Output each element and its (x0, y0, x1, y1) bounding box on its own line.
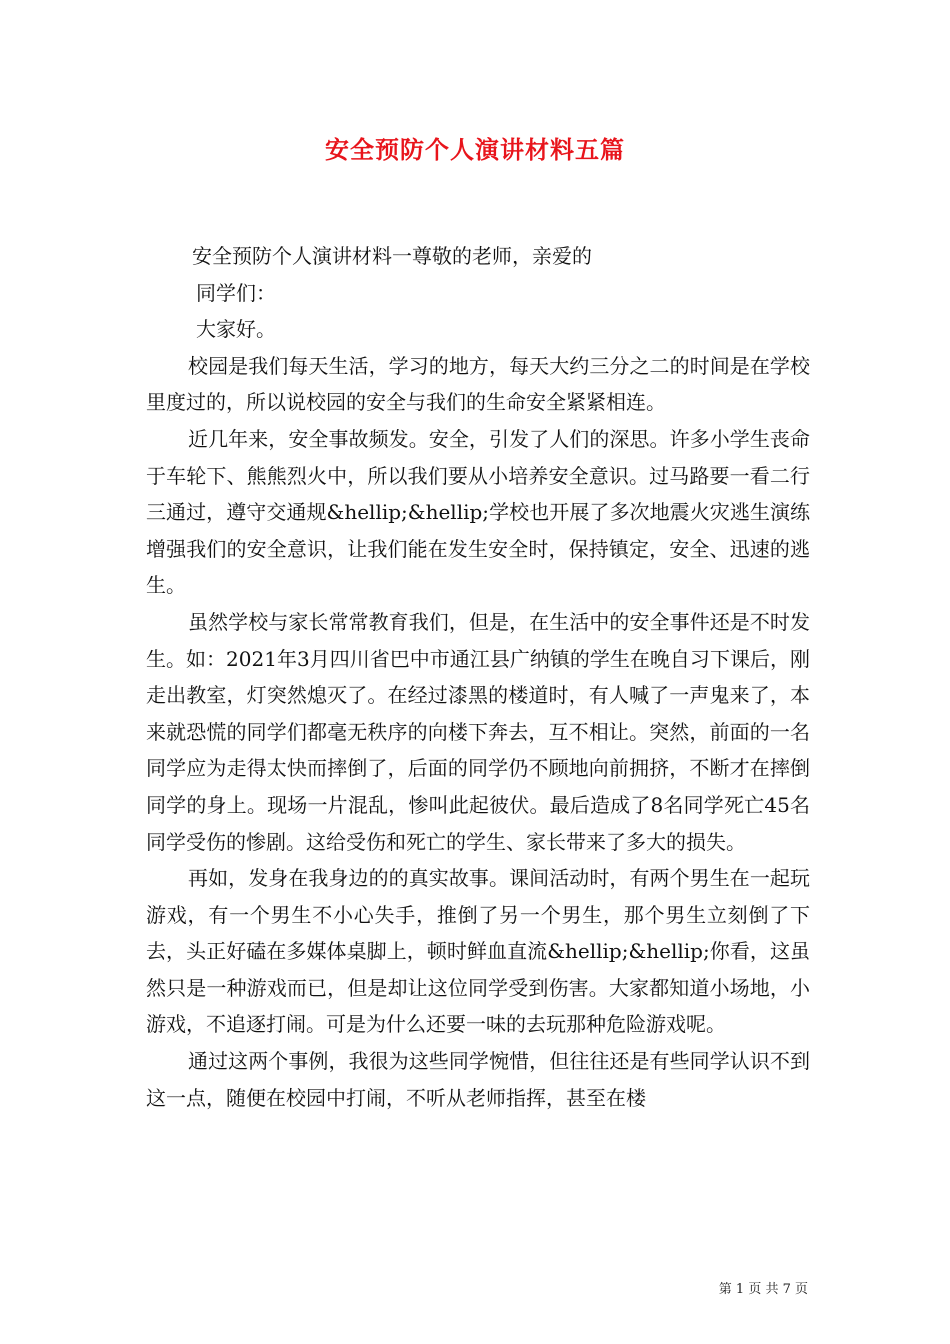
paragraph-8: 通过这两个事例，我很为这些同学惋惜，但往往还是有些同学认识不到这一点，随便在校园中打闹，不听从老师指挥，甚至在楼 (146, 1049, 810, 1110)
document-title: 安全预防个人演讲材料五篇 (325, 135, 625, 164)
paragraph-6: 虽然学校与家长常常教育我们，但是，在生活中的安全事件还是不时发生。如：2021年3月四川省巴中市通江县广纳镇的学生在晚自习下课后，刚走出教室，灯突然熄灭了。在经过漆黑的楼道时，有人喊了一声鬼来了，本来就恐慌的同学们都毫无秩序的向楼下奔去，互不相让。突然，前面的一名同学应为走得太快而摔倒了，后面的同学仍不顾地向前拥挤，不断才在摔倒同学的身上。现场一片混乱，惨叫此起彼伏。最后造成了8名同学死亡45名同学受伤的惨剧。这给受伤和死亡的学生、家长带来了多大的损失。 (146, 609, 810, 854)
paragraph-1: 安全预防个人演讲材料一尊敬的老师，亲爱的 (192, 244, 592, 268)
paragraph-4: 校园是我们每天生活，学习的地方，每天大约三分之二的时间是在学校里度过的，所以说校园的安全与我们的生命安全紧紧相连。 (146, 353, 810, 415)
paragraph-3: 大家好。 (196, 317, 276, 342)
page-number: 第 1 页 共 7 页 (718, 1282, 808, 1297)
paragraph-2: 同学们： (196, 280, 276, 305)
paragraph-7: 再如，发身在我身边的的真实故事。课间活动时，有两个男生在一起玩游戏，有一个男生不小心失手，推倒了另一个男生，那个男生立刻倒了下去，头正好磕在多媒体桌脚上，顿时鲜血直流&hellip;&hellip;你看，这虽然只是一种游戏而已，但是却让这位同学受到伤害。大家都知道小场地，小游戏，不追逐打闹。可是为什么还要一味的去玩那种危险游戏呢。 (146, 866, 810, 1037)
paragraph-5: 近几年来，安全事故频发。安全，引发了人们的深思。许多小学生丧命于车轮下、熊熊烈火中，所以我们要从小培养安全意识。过马路要一看二行三通过，遵守交通规&hellip;&hellip;学校也开展了多次地震火灾逃生演练增强我们的安全意识，让我们能在发生安全时，保持镇定，安全、迅速的逃生。 (146, 426, 810, 598)
document-body (146, 238, 810, 1116)
